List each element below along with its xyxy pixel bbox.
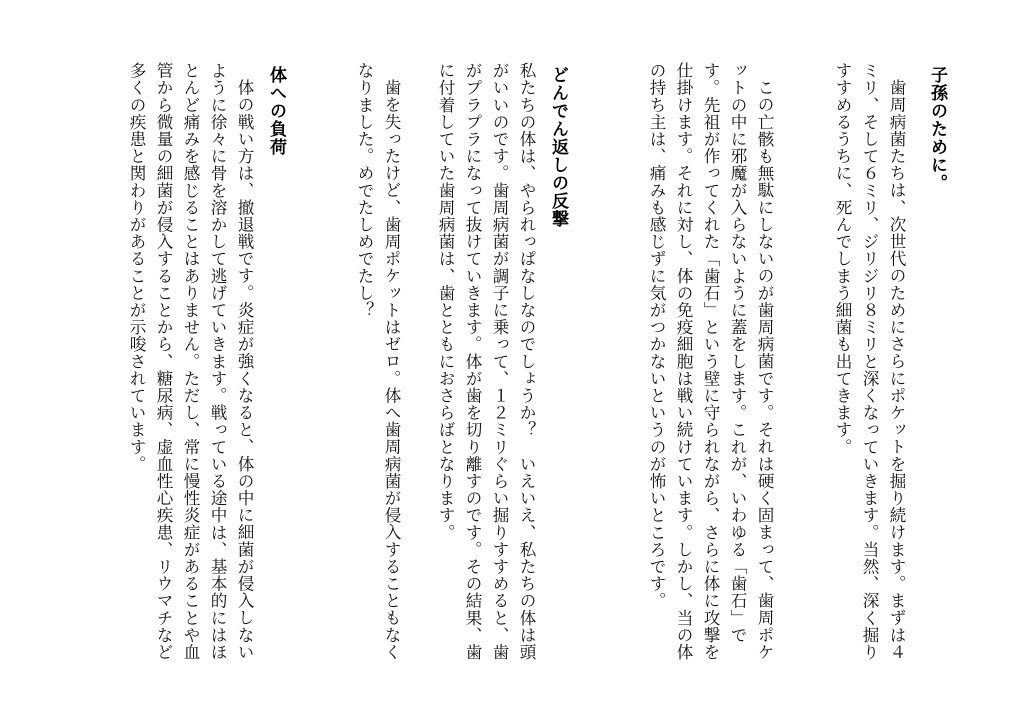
section-heading-counterattack: どんでん返しの反撃 — [548, 66, 568, 228]
section-1-paragraph-2: この亡骸も無駄にしないのが歯周病菌です。それは硬く固まって、歯周ポケットの中に邪魔が入らないように蓋をします。これが、いわゆる「歯石」です。先祖が作ってくれた「歯石」という壁に守られながら、さらに体に攻撃を仕掛けます。それに対し、体の免疫細胞は戦い続けています。しかし、当の体の持ち主は、痛みも感じずに気がつかないというのが怖いところです。 — [647, 62, 774, 661]
section-heading-body-burden: 体への負荷 — [266, 66, 286, 156]
section-2-paragraph-2: 歯を失ったけど、歯周ポケットはゼロ。体へ歯周病菌が侵入することもなくなりました。めでたしめでたし？ — [355, 62, 401, 660]
section-3-paragraph-1: 体の戦い方は、撤退戦です。炎症が強くなると、体の中に細菌が侵入しないように徐々に骨を溶かして逃げていきます。戦っている途中は、基本的にはほとんど痛みを感じることはありません。ただし、常に慢性炎症があることや血管から微量の細菌が侵入することから、糖尿病、虚血性心疾患、リウマチなど多くの疾患と関わりがあることが示唆されています。 — [127, 62, 254, 661]
section-heading-descendants: 子孫のために。 — [927, 66, 947, 192]
section-2-paragraph-1: 私たちの体は、やられっぱなしなのでしょうか？ いえいえ、私たちの体は頭がいいのです。歯周病菌が調子に乗って、１２ミリぐらい掘りすすめると、歯がプラプラになって抜けていきます。体が歯を切り離すのです。その結果、歯に付着していた歯周病菌は、歯とともにおさらばとなります。 — [436, 62, 536, 661]
section-1-paragraph-1: 歯周病菌たちは、次世代のためにさらにポケットを掘り続けます。まずは４ミリ、そして６ミリ、ジリジリ８ミリと深くなっていきます。当然、深く掘りすすめるうちに、死んでしまう細菌も出てきます。 — [833, 62, 906, 661]
